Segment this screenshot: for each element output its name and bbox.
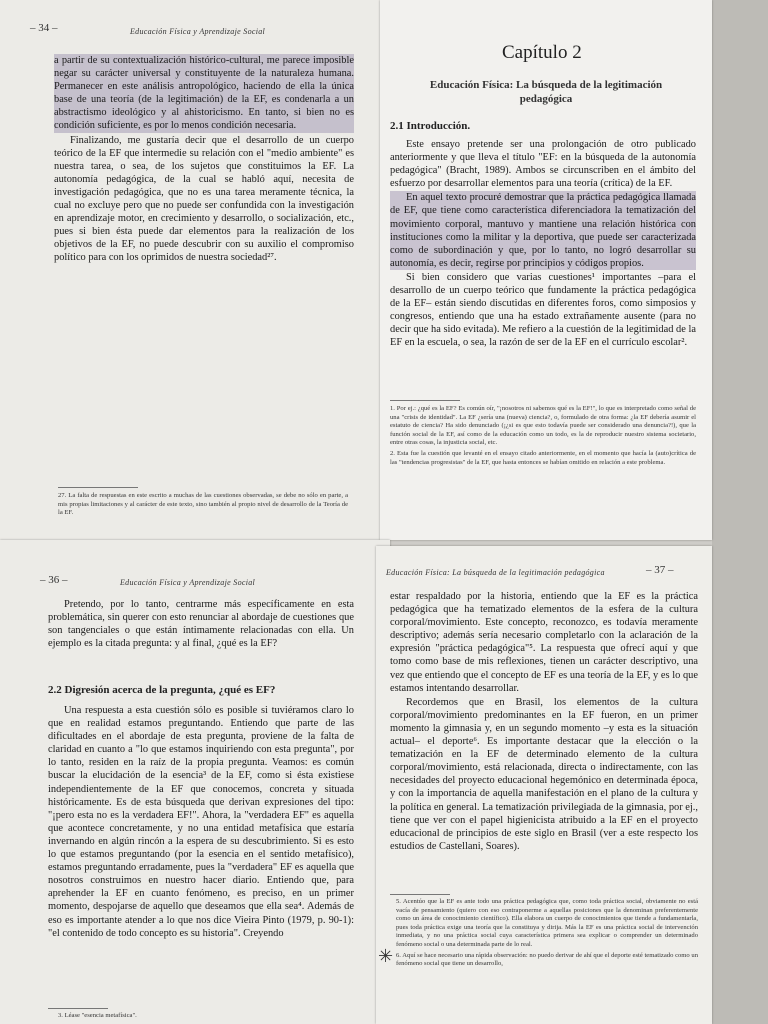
body-text xyxy=(48,704,354,941)
paragraph: Finalizando, me gustaría decir que el desarrollo de un cuerpo teórico de la EF que intermedie su relación con el "medio ambiente" es nuestra tarea, o sea, de los sujetos que constituimos la EF. La autonomía pedagógica, de la cual se habló aquí, necesita de investigación pedagógica, que no es una tarea meramente técnica, la cual no excluye pero que no puede ser confundida con la investigación en aprendizaje motor, en crecimiento y desarrollo, o socialización, etc., pues si bien ésta puede dar elementos para la realización de los objetivos de la EF, no puede descubrir con su auxilio el compromiso político para con los oprimidos de nuestra sociedad²⁷. xyxy=(54,134,354,264)
running-header: Educación Física y Aprendizaje Social xyxy=(120,578,256,587)
page-number: – 36 – xyxy=(40,574,68,586)
paragraph: Una respuesta a esta cuestión sólo es posible si tuviéramos claro lo que en realidad estamos preguntando. Entiendo que parte de las dificultades en el abordaje de esta pregunta, proviene de la falta de claridad en cuanto a "lo que estamos inquiriendo con esta pregunta", por lo tanto, residen en la raíz de la propia pregunta. Veamos: es común buscar la elucidación de la esencia³ de la EF, como si ésta existiese independientemente de la EF que conocemos, concreta y situada históricamente. Es de esta búsqueda que derivan expresiones del tipo: "¡pero esta no es la verdadera EF!". Ahora, la "verdadera EF" es aquella que acontece concretamente, y no una entidad metafísica que estaría invernando en algún rincón a la espera de su descubrimiento. Si es esto lo que estamos preguntando (por la esencia en el sentido metafísico), estamos preguntando erradamente, pues la "verdadera" EF es aquella que nosotros construimos en nuestro hacer diario. Entiendo que, para aprehender la EF en cuanto fenómeno, es preciso, en un primer momento, despojarse de aquello que deseamos que ella sea⁴. Además de eso es importante atender a lo que nos dice Vieira Pinto (1979, p. 90-1): "el contenido de todo concepto es su historia". Creyendo xyxy=(48,705,354,939)
running-header: Educación Física y Aprendizaje Social xyxy=(130,27,266,36)
chapter-title: Capítulo 2 xyxy=(502,42,582,63)
scanner-background xyxy=(712,0,768,1024)
body-text xyxy=(390,138,696,351)
footnote-text: 2. Esta fue la cuestión que levanté en el ensayo citado anteriormente, en el momento que hacía la (auto)crítica de las "tendencias progresistas" de la EF, que hasta entonces se habían omitido en relación a este problema. xyxy=(390,449,696,466)
page-36 xyxy=(0,540,390,1024)
paragraph: a partir de su contextualización histórico-cultural, me parece imposible negar su carácter universal y constituyente de la naturaleza humana. Permanecer en este análisis antropológico, haciendo de ella la única base de una teoría (de la legitimación) de la EF, es condenarla a un abstractismo ideológico y al ahistoricismo. En tanto, si bien no es condición suficiente, es por lo menos condición necesaria. xyxy=(54,55,354,132)
footnote-rule xyxy=(48,1008,108,1009)
paragraph: Si bien considero que varias cuestiones¹ importantes –para el desarrollo de un cuerpo teórico que fundamente la práctica pedagógica de la EF– están siendo discutidas en diferentes foros, como simposios y congresos, entiendo que una ha estado extrañamente ausente (para no decir que ha sido evitada). Me refiero a la cuestión de la legitimidad de la EF en la escuela, o sea, la razón de ser de la EF en el currículo escolar². xyxy=(390,271,696,349)
footnote-text: 3. Léase "esencia metafísica". xyxy=(58,1012,137,1019)
footnote-text: 5. Acentúo que la EF es ante todo una práctica pedagógica que, como toda práctica social, obviamente no está vacía de pensamiento (quiero con eso contraponerme a aquellas posiciones que la denominan preferentemente como un área de conocimiento científico). Ella elabora un cuerpo de conocimientos que tiende a fundamentarla, pues toda práctica exige una teoría que la constituya y dirija. Más la EF es una práctica social de intervención inmediata, y no una práctica social cuya característica primera sea explicar o comprender un determinado fenómeno social o una determinada parte de lo real. xyxy=(396,898,698,948)
footnote xyxy=(58,492,348,520)
paragraph: estar respaldado por la historia, entiendo que la EF es la práctica pedagógica que ha tematizado elementos de la esfera de la cultura corporal/movimiento. Este concepto, reconozco, es todavía meramente descriptivo; además sería necesario completarlo con la aclaración de la expresión "práctica pedagógica"⁵. La respuesta que ofrecí aquí y que tomo como base de mis reflexiones, tienen un carácter descriptivo, una vez que entiendo que el concepto de EF es una teoría de la EF, y es lo que estamos intentando desarrollar. xyxy=(390,591,698,694)
footnote-text: 27. La falta de respuestas en este escrito a muchas de las cuestiones observadas, se debe no sólo en parte, a mis propias limitaciones y al carácter de este texto, sino también al propio nivel de desarrollo de la Teoría de la EF. xyxy=(58,492,348,517)
footnotes xyxy=(390,405,696,469)
paragraph: Este ensayo pretende ser una prolongación de otro publicado anteriormente y que lleva el título "EF: en la búsqueda de la autonomía pedagógica" (Bracht, 1989). Ambos se circunscriben en el ámbito del esfuerzo por desarrollar elementos para una teoría (crítica) de la EF. xyxy=(390,139,696,190)
section-heading: 2.1 Introducción. xyxy=(390,120,471,132)
page-35 xyxy=(380,0,712,540)
footnote-rule xyxy=(390,894,450,895)
paragraph: Recordemos que en Brasil, los elementos de la cultura corporal/movimiento predominantes en la EF fueron, en un primer momento la gimnasia y, en un segundo momento –y esta es la situación actual– el deporte⁶. Es importante destacar que la elección o la tematización en la EF de determinado elemento de la cultura corporal/movimiento, está relacionada, directa o indirectamente, con las necesidades del proyecto educacional hegemónico en determinada época, y con la importancia de aquella manifestación en el plano de la cultura y la política en general. La tematización privilegiada de la gimnasia, por ej., tiene que ver con el papel higienicista atribuido a la EF en el proyecto educacional de principios de este siglo en Brasil (ver a este respecto los estudios de Castellani, Soares). xyxy=(390,696,698,852)
page-37 xyxy=(376,546,712,1024)
footnote-text: 1. Por ej.: ¿qué es la EF? Es común oír, "¡nosotros ni sabemos qué es la EF!", lo que es interpretado como señal de una "crisis de identidad". La EF ¿sería una (nueva) ciencia?, o, formulado de otra forma: ¿la EF debería asumir el estatuto de ciencia? Ha sido denunciado (¡¿si es que esto todavía puede ser considerado una denuncia?!), que la función social de la EF, así como de la educación como un todo, es la de reproducir nuestro sistema societario, entre otras cosas, la injusticia social, etc. xyxy=(390,405,696,447)
paragraph: En aquel texto procuré demostrar que la práctica pedagógica llamada de EF, que tiene como característica diferenciadora la tematización del movimiento corporal, mantuvo y mantiene una relación histórica con instituciones como la militar y la deportiva, que puede ser caracterizada como de subordinación y que, por lo tanto, no logró desarrollar su autonomía, es decir, regirse por principios y códigos propios. xyxy=(390,192,696,269)
footnote-rule xyxy=(390,400,460,401)
page-34 xyxy=(0,0,384,548)
footnotes xyxy=(396,898,698,971)
body-text xyxy=(54,54,354,266)
footnote-rule xyxy=(58,487,138,488)
page-number: – 34 – xyxy=(30,22,58,34)
chapter-subtitle: Educación Física: La búsqueda de la legitimación pedagógica xyxy=(429,79,663,105)
running-header: Educación Física: La búsqueda de la legitimación pedagógica xyxy=(386,568,605,577)
footnote-text: 6. Aquí se hace necesario una rápida observación: no puedo derivar de ahí que el deporte esté tematizado como un fenómeno social que tiene un desarrollo, xyxy=(396,951,698,968)
page-number: – 37 – xyxy=(646,564,674,576)
handwritten-star-icon: ✳ xyxy=(378,946,394,966)
section-heading: 2.2 Digresión acerca de la pregunta, ¿qué es EF? xyxy=(48,684,276,696)
paragraph: Pretendo, por lo tanto, centrarme más específicamente en esta problemática, sin querer con esto renunciar al abordaje de cuestiones que son tangenciales o que están íntimamente relacionadas con ella. Un ejemplo es la citada pregunta: y al final, ¿qué es la EF? xyxy=(48,599,354,650)
body-text xyxy=(390,590,698,854)
body-text xyxy=(48,598,354,651)
footnote xyxy=(58,1012,348,1023)
